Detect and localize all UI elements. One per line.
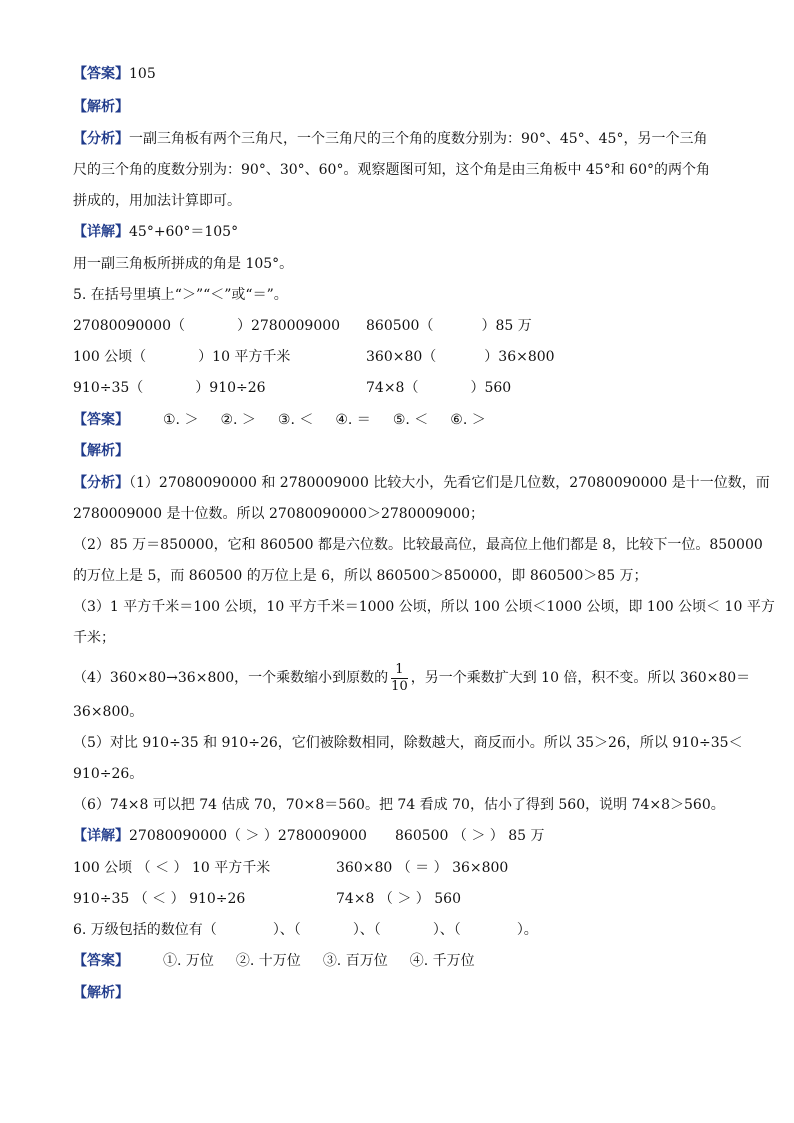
compare-right: 360×80（ — [366, 349, 437, 365]
answer-value: 105 — [129, 66, 156, 82]
detail-text: 910÷35 （ ＜ ） 910÷26 — [73, 891, 246, 907]
detail-text: 用一副三角板所拼成的角是 105°。 — [73, 256, 294, 272]
detail-text: 45°+60°＝105° — [129, 224, 239, 240]
q5-detail-3-right — [336, 889, 461, 909]
answer-item: ③. 百万位 — [322, 953, 388, 969]
q6-jiexi-line — [73, 983, 129, 1003]
q5-row-2-right — [366, 347, 555, 367]
analysis-text: 36×800。 — [73, 704, 144, 720]
question-text: ）、（ — [352, 922, 381, 938]
q5-detail-2 — [73, 858, 270, 878]
question-text: ）、（ — [432, 922, 461, 938]
answer-label: 【答案】 — [73, 66, 129, 82]
jiexi-label: 【解析】 — [73, 985, 129, 1001]
detail-label: 【详解】 — [73, 828, 129, 844]
answer-item: ①. 万位 — [163, 953, 214, 969]
compare-right: 860500（ — [366, 318, 434, 334]
q4-analysis-line-1 — [73, 129, 707, 149]
answer-label: 【答案】 — [73, 953, 129, 969]
q5-detail-2-right — [336, 858, 508, 878]
compare-right-end: ）560 — [470, 380, 512, 396]
analysis-text: （5）对比 910÷35 和 910÷26，它们被除数相同，除数越大，商反而小。所以 35＞26，所以 910÷35＜ — [73, 735, 743, 751]
q5-analysis-3-1 — [73, 597, 775, 617]
jiexi-label: 【解析】 — [73, 99, 129, 115]
fraction — [391, 662, 408, 695]
q4-answer-line — [73, 64, 156, 84]
analysis-text: 拼成的，用加法计算即可。 — [73, 193, 241, 209]
answer-item: ⑤. ＜ — [392, 412, 429, 428]
q5-analysis-5-1 — [73, 733, 743, 753]
compare-left: 910÷35（ — [73, 380, 144, 396]
question-text: 6. 万级包括的数位有（ — [73, 922, 217, 938]
q6-question — [73, 920, 538, 940]
analysis-label: 【分析】 — [73, 475, 129, 491]
q4-detail-line-1 — [73, 222, 238, 242]
q5-row-1-right — [366, 316, 532, 336]
answer-item: ②. ＞ — [220, 412, 256, 428]
q5-analysis-3-2 — [73, 628, 115, 648]
q5-detail-3 — [73, 889, 245, 909]
compare-right: 74×8（ — [366, 380, 419, 396]
q5-analysis-5-2 — [73, 764, 143, 784]
q5-row-2 — [73, 347, 290, 367]
compare-left: 100 公顷（ — [73, 349, 147, 365]
q5-answer-line — [73, 410, 508, 430]
q4-analysis-line-2 — [73, 160, 710, 180]
q5-analysis-4-1 — [73, 660, 750, 696]
q6-answer-line — [73, 951, 497, 971]
analysis-text: 一副三角板有两个三角尺，一个三角尺的三个角的度数分别为：90°、45°、45°，另一个三角 — [129, 131, 708, 147]
detail-text: 27080090000（ ＞ ）2780009000 — [129, 828, 367, 844]
analysis-text: 尺的三个角的度数分别为：90°、30°、60°。观察题图可知，这个角是由三角板中 45°和 60°的两个角 — [73, 162, 710, 178]
q5-row-1 — [73, 316, 340, 336]
answer-item: ①. ＞ — [163, 412, 199, 428]
compare-left-end: ）10 平方千米 — [198, 349, 291, 365]
analysis-text: ，另一个乘数扩大到 10 倍，积不变。所以 360×80＝ — [410, 670, 751, 686]
analysis-text: 910÷26。 — [73, 766, 144, 782]
answer-item: ②. 十万位 — [235, 953, 301, 969]
q5-jiexi-line — [73, 441, 129, 461]
analysis-text: （2）85 万＝850000，它和 860500 都是六位数。比较最高位，最高位上他们都是 8，比较下一位。850000 — [73, 537, 763, 553]
q5-analysis-6-1 — [73, 795, 725, 815]
detail-text: 74×8 （ ＞ ） 560 — [336, 891, 461, 907]
q5-detail-1 — [73, 826, 367, 846]
analysis-text: 的万位上是 5，而 860500 的万位上是 6，所以 860500＞850000，即 860500＞85 万； — [73, 568, 648, 584]
q5-row-3 — [73, 378, 266, 398]
analysis-text: （3）1 平方千米＝100 公顷，10 平方千米＝1000 公顷，所以 100 公顷＜1000 公顷，即 100 公顷＜ 10 平方 — [73, 599, 775, 615]
answer-item: ④. 千万位 — [409, 953, 475, 969]
answer-item: ④. ＝ — [335, 412, 371, 428]
compare-left: 27080090000（ — [73, 318, 185, 334]
answer-item: ③. ＜ — [277, 412, 314, 428]
answer-item: ⑥. ＞ — [450, 412, 486, 428]
detail-text: 100 公顷 （ ＜ ） 10 平方千米 — [73, 860, 271, 876]
question-text: 5. 在括号里填上“＞”“＜”或“＝”。 — [73, 287, 288, 303]
q4-jiexi-line — [73, 97, 129, 117]
q5-analysis-2-2 — [73, 566, 648, 586]
analysis-text: 2780009000 是十位数。所以 27080090000＞2780009000； — [73, 506, 485, 522]
q5-question — [73, 285, 288, 305]
q5-analysis-2-1 — [73, 535, 763, 555]
q4-analysis-line-3 — [73, 191, 241, 211]
q4-detail-line-2 — [73, 254, 293, 274]
question-text: ）、（ — [272, 922, 301, 938]
analysis-text: （1）27080090000 和 2780009000 比较大小，先看它们是几位数，27080090000 是十一位数，而 — [129, 475, 770, 491]
analysis-label: 【分析】 — [73, 131, 129, 147]
compare-left-end: ）910÷26 — [195, 380, 266, 396]
analysis-text: 千米； — [73, 630, 115, 646]
detail-text: 360×80 （ ＝ ） 36×800 — [336, 860, 509, 876]
compare-right-end: ）36×800 — [484, 349, 555, 365]
jiexi-label: 【解析】 — [73, 443, 129, 459]
compare-left-end: ）2780009000 — [236, 318, 341, 334]
q5-detail-1-right — [395, 826, 545, 846]
q5-row-3-right — [366, 378, 511, 398]
detail-label: 【详解】 — [73, 224, 129, 240]
analysis-text: （6）74×8 可以把 74 估成 70，70×8＝560。把 74 看成 70，估小了得到 560，说明 74×8＞560。 — [73, 797, 725, 813]
answer-label: 【答案】 — [73, 412, 129, 428]
q5-analysis-1-1 — [73, 473, 770, 493]
q5-analysis-4-2 — [73, 702, 143, 722]
compare-right-end: ）85 万 — [481, 318, 532, 334]
analysis-text: （4）360×80→36×800，一个乘数缩小到原数的 — [73, 670, 389, 686]
detail-text: 860500 （ ＞ ） 85 万 — [395, 828, 545, 844]
fraction-denominator: 10 — [391, 678, 408, 694]
fraction-numerator: 1 — [391, 662, 408, 679]
q5-analysis-1-2 — [73, 504, 484, 524]
question-text: ）。 — [516, 922, 538, 938]
